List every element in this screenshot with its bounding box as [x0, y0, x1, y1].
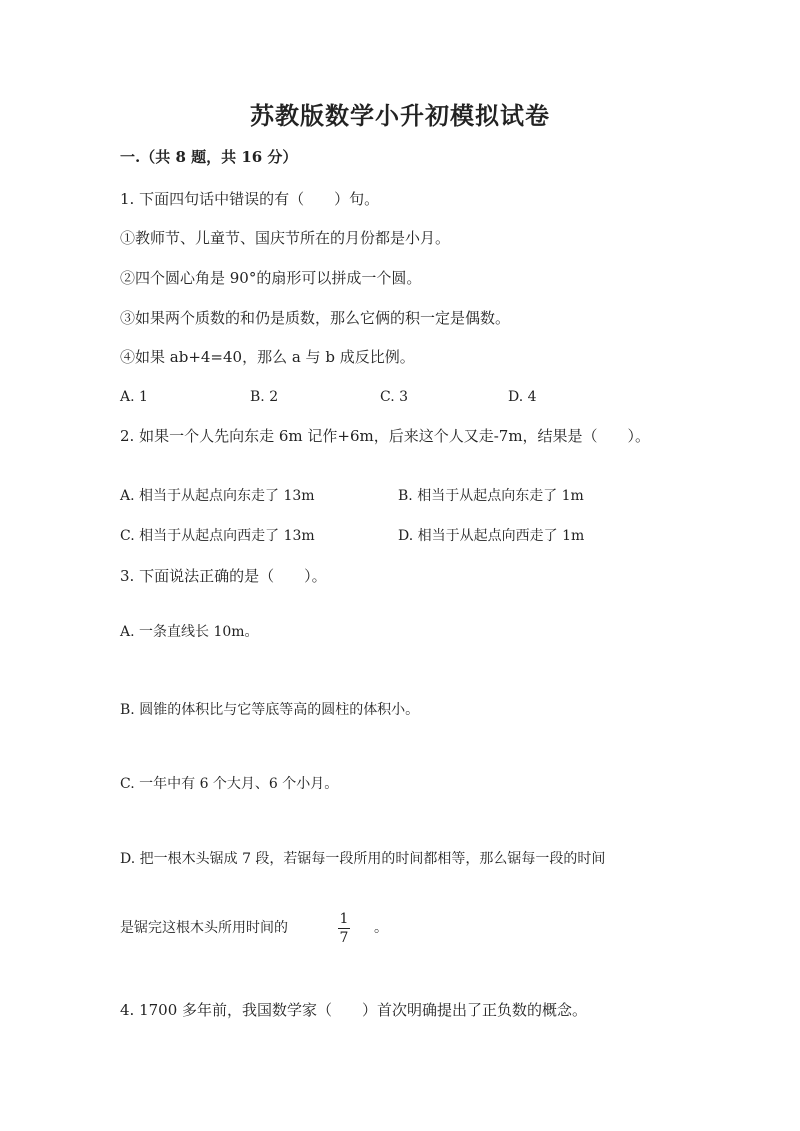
question-1-statement: ④如果 ab+4=40，那么 a 与 b 成反比例。 — [120, 348, 415, 366]
question-3-option-a: A. 一条直线长 10m。 — [120, 624, 259, 640]
question-1-stem: 1. 下面四句话中错误的有（ ）句。 — [120, 190, 380, 208]
question-2-stem: 2. 如果一个人先向东走 6m 记作+6m，后来这个人又走-7m，结果是（ ）。 — [120, 427, 651, 445]
section-heading: 一.（共 8 题，共 16 分） — [120, 148, 298, 166]
question-3-option-c: C. 一年中有 6 个大月、6 个小月。 — [120, 776, 339, 792]
question-4-stem: 4. 1700 多年前，我国数学家（ ）首次明确提出了正负数的概念。 — [120, 1001, 588, 1019]
page-title: 苏教版数学小升初模拟试卷 — [250, 101, 550, 130]
question-3-option-b: B. 圆锥的体积比与它等底等高的圆柱的体积小。 — [120, 702, 420, 718]
question-3-stem: 3. 下面说法正确的是（ ）。 — [120, 567, 327, 585]
fraction-denominator: 7 — [339, 930, 349, 946]
question-2-option-a: A. 相当于从起点向东走了 13m — [120, 488, 315, 504]
question-3-option-d: D. 把一根木头锯成 7 段，若锯每一段所用的时间都相等，那么锯每一段的时间 — [120, 851, 606, 867]
question-2-option-b: B. 相当于从起点向东走了 1m — [398, 488, 584, 504]
question-1-option-b: B. 2 — [250, 389, 279, 405]
question-2-option-d: D. 相当于从起点向西走了 1m — [398, 528, 585, 544]
question-1-statement: ①教师节、儿童节、国庆节所在的月份都是小月。 — [120, 229, 451, 247]
question-1-option-c: C. 3 — [380, 389, 409, 405]
fraction-numerator: 1 — [339, 911, 349, 927]
question-1-option-a: A. 1 — [120, 389, 148, 405]
fraction-bar — [338, 928, 350, 929]
question-1-statement: ②四个圆心角是 90°的扇形可以拼成一个圆。 — [120, 269, 422, 287]
question-2-option-c: C. 相当于从起点向西走了 13m — [120, 528, 315, 544]
question-1-statement: ③如果两个质数的和仍是质数，那么它俩的积一定是偶数。 — [120, 309, 511, 327]
question-1-option-d: D. 4 — [508, 389, 537, 405]
question-3-option-d-end: 。 — [374, 920, 388, 936]
question-3-option-d-continued: 是锯完这根木头所用时间的 — [120, 920, 288, 936]
fraction-one-seventh — [338, 911, 350, 946]
